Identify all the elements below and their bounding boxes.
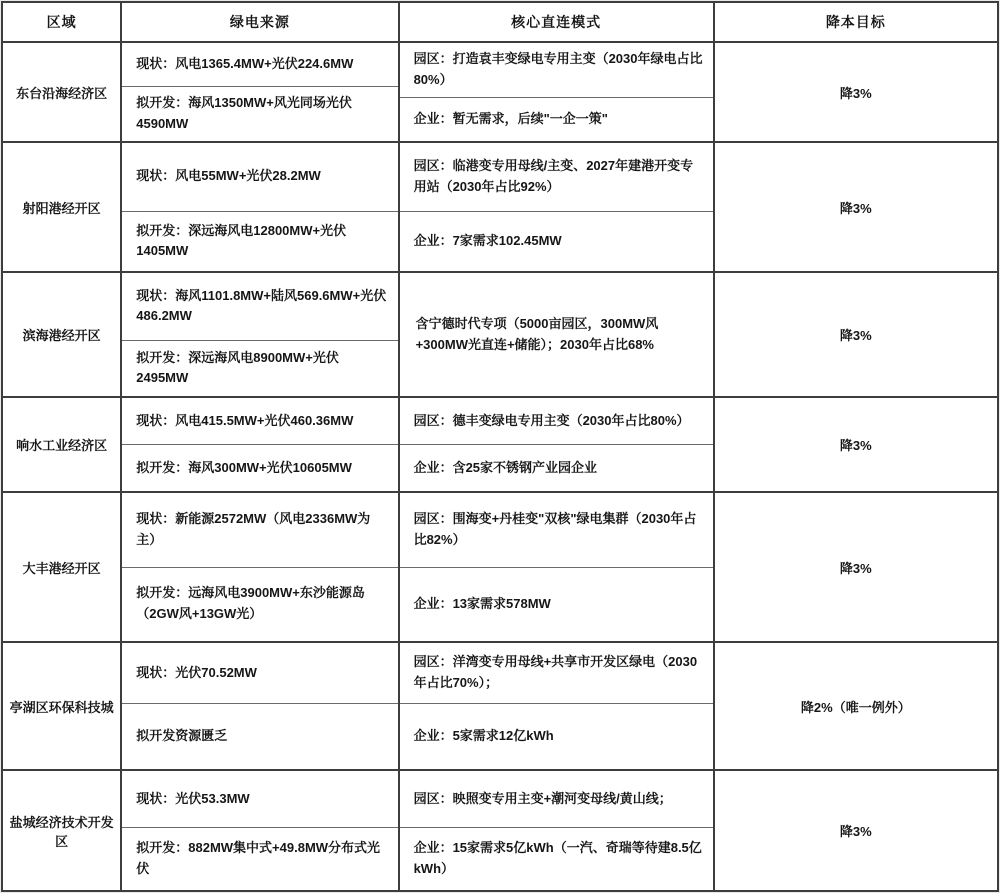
source-planned-cell: 拟开发：远海风电3900MW+东沙能源岛（2GW风+13GW光）: [136, 585, 365, 622]
source-column: [122, 771, 399, 890]
source-planned-cell: 拟开发：海风300MW+光伏10605MW: [136, 459, 352, 475]
source-planned-cell: 拟开发：882MW集中式+49.8MW分布式光伏: [136, 840, 381, 877]
mode-enterprise-cell: 企业：13家需求578MW: [413, 595, 551, 611]
table-row: [3, 273, 997, 398]
mode-enterprise-cell: 企业：15家需求5亿kWh（一汽、奇瑞等待建8.5亿kWh）: [413, 840, 702, 877]
target-cell: 降3%: [839, 560, 872, 576]
header-mode: 核心直连模式: [400, 3, 715, 41]
green-power-table: [1, 1, 999, 892]
region-name: 亭湖区环保科技城: [3, 643, 122, 769]
source-planned-cell: 拟开发：深远海风电12800MW+光伏1405MW: [136, 222, 347, 259]
mode-park-cell: 园区：临港变专用母线/主变、2027年建港开变专用站（2030年占比92%）: [400, 143, 713, 212]
header-region: 区域: [3, 3, 122, 41]
target-cell: 降2%（唯一例外）: [800, 699, 911, 715]
source-column: [122, 493, 399, 641]
mode-column: [400, 643, 715, 769]
source-status-cell: 现状：风电1365.4MW+光伏224.6MW: [122, 43, 397, 87]
header-row: [3, 3, 997, 43]
mode-enterprise-cell: 企业：暂无需求，后续"一企一策": [413, 110, 608, 126]
mode-park-cell: 园区：映照变专用主变+潮河变母线/黄山线；: [400, 771, 713, 828]
region-name: 滨海港经开区: [3, 273, 122, 396]
mode-park-cell: 园区：洋湾变专用母线+共享市开发区绿电（2030年占比70%）；: [400, 643, 713, 704]
table-row: [3, 493, 997, 643]
mode-column: [400, 143, 715, 271]
mode-column: [400, 398, 715, 491]
mode-enterprise-cell: 企业：含25家不锈钢产业园企业: [413, 459, 598, 475]
region-name: 盐城经济技术开发区: [3, 771, 122, 890]
target-cell: 降3%: [839, 200, 872, 216]
region-name: 东台沿海经济区: [3, 43, 122, 141]
region-name: 大丰港经开区: [3, 493, 122, 641]
source-column: [122, 143, 399, 271]
source-status-cell: 现状：新能源2572MW（风电2336MW为主）: [122, 493, 397, 568]
mode-column: [400, 493, 715, 641]
target-cell: 降3%: [839, 328, 872, 343]
source-planned-cell: 拟开发：海风1350MW+风光同场光伏4590MW: [136, 95, 352, 132]
mode-enterprise-cell: 企业：7家需求102.45MW: [413, 232, 562, 248]
source-column: [122, 398, 399, 491]
mode-merged-cell: 含宁德时代专项（5000亩园区，300MW风+300MW光直连+储能）；2030年占比68%: [400, 273, 715, 396]
table-row: [3, 43, 997, 143]
mode-park-cell: 园区：打造袁丰变绿电专用主变（2030年绿电占比80%）: [400, 43, 713, 98]
source-column: [122, 643, 399, 769]
header-source: 绿电来源: [122, 3, 399, 41]
table-row: [3, 771, 997, 890]
source-column: [122, 43, 399, 141]
target-cell: 降3%: [839, 824, 872, 839]
source-status-cell: 现状：风电415.5MW+光伏460.36MW: [122, 398, 397, 445]
header-target: 降本目标: [825, 14, 886, 30]
source-column: [122, 273, 399, 396]
target-cell: 降3%: [839, 85, 872, 101]
table-row: [3, 643, 997, 771]
region-name: 射阳港经开区: [3, 143, 122, 271]
source-status-cell: 现状：光伏53.3MW: [122, 771, 397, 828]
mode-column: [400, 771, 715, 890]
mode-column: [400, 43, 715, 141]
source-status-cell: 现状：风电55MW+光伏28.2MW: [122, 143, 397, 212]
source-planned-cell: 拟开发：深远海风电8900MW+光伏2495MW: [136, 349, 339, 386]
mode-park-cell: 园区：德丰变绿电专用主变（2030年占比80%）: [400, 398, 713, 445]
source-status-cell: 现状：海风1101.8MW+陆风569.6MW+光伏486.2MW: [122, 273, 397, 341]
mode-enterprise-cell: 企业：5家需求12亿kWh: [413, 728, 554, 744]
source-planned-cell: 拟开发资源匮乏: [136, 728, 228, 744]
target-cell: 降3%: [839, 438, 872, 453]
source-status-cell: 现状：光伏70.52MW: [122, 643, 397, 704]
mode-park-cell: 园区：围海变+丹桂变"双核"绿电集群（2030年占比82%）: [400, 493, 713, 568]
table-row: [3, 398, 997, 493]
table-row: [3, 143, 997, 273]
region-name: 响水工业经济区: [3, 398, 122, 491]
